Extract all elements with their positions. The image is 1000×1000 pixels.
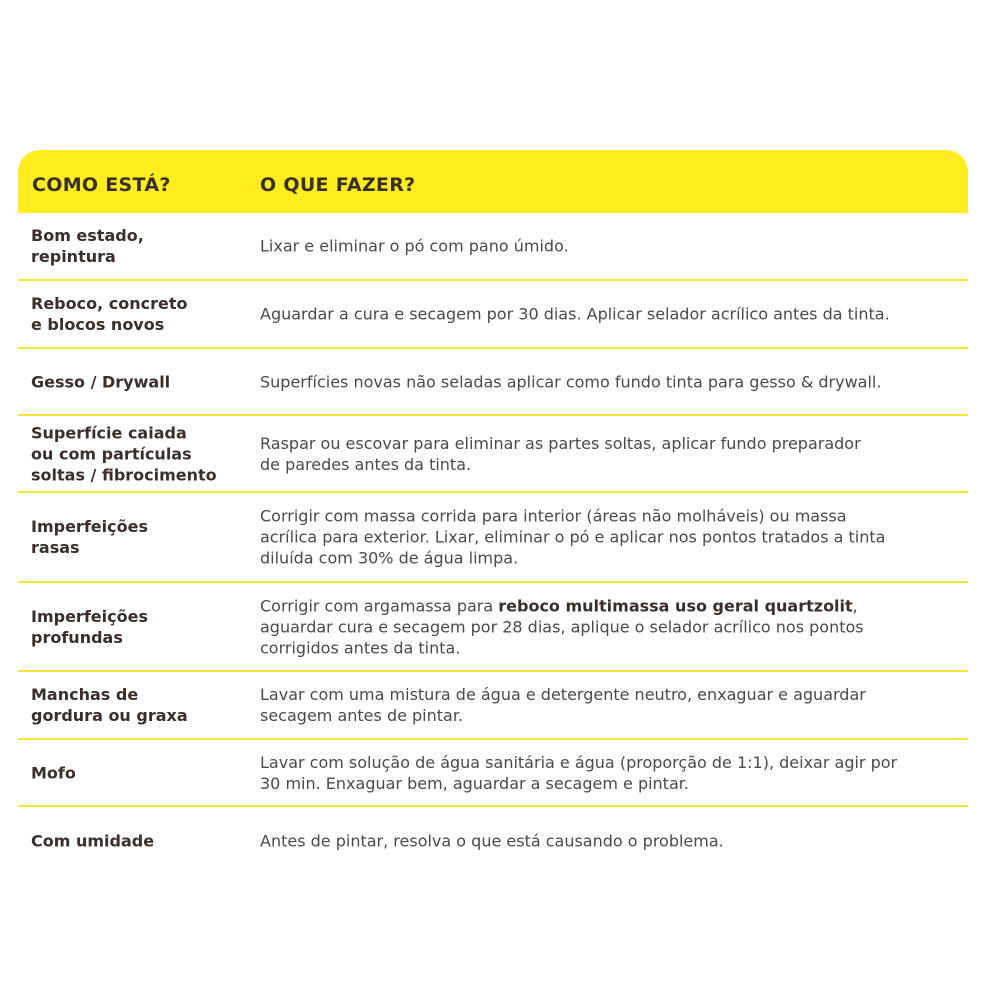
table-row xyxy=(18,349,968,416)
action-cell: Lixar e eliminar o pó com pano úmido. xyxy=(260,236,569,256)
table-row xyxy=(18,583,968,672)
condition-cell: Superfície caiada ou com partículas soltas / fibrocimento xyxy=(31,423,217,484)
table-row xyxy=(18,281,968,349)
table-row xyxy=(18,807,968,875)
action-cell: Raspar ou escovar para eliminar as partes soltas, aplicar fundo preparador de paredes antes da tinta. xyxy=(260,433,861,474)
table-row xyxy=(18,416,968,493)
table-row xyxy=(18,213,968,281)
surface-prep-table xyxy=(18,150,968,875)
table-row xyxy=(18,740,968,807)
header-o-que-fazer: O QUE FAZER? xyxy=(260,174,416,196)
action-cell: Aguardar a cura e secagem por 30 dias. Aplicar selador acrílico antes da tinta. xyxy=(260,304,890,324)
condition-cell: Com umidade xyxy=(31,831,155,851)
table-header xyxy=(18,150,968,213)
action-cell: Antes de pintar, resolva o que está causando o problema. xyxy=(260,831,724,851)
product-name: reboco multimassa uso geral quartzolit xyxy=(498,596,853,615)
table-row xyxy=(18,493,968,583)
condition-cell: Bom estado, repintura xyxy=(31,226,144,266)
action-cell: Corrigir com argamassa para reboco multimassa uso geral quartzolit, aguardar cura e secagem por 28 dias, aplique o selador acrílico nos pontos corrigidos antes da tinta. xyxy=(260,596,864,657)
action-cell: Corrigir com massa corrida para interior (áreas não molháveis) ou massa acrílica para exterior. Lixar, eliminar o pó e aplicar nos pontos tratados a tinta diluída com 30% de água limpa. xyxy=(260,506,886,568)
action-cell: Lavar com solução de água sanitária e água (proporção de 1:1), deixar agir por 30 min. Enxaguar bem, aguardar a secagem e pintar. xyxy=(260,752,898,793)
condition-cell: Reboco, concreto e blocos novos xyxy=(31,294,188,334)
condition-cell: Gesso / Drywall xyxy=(31,372,171,391)
header-como-esta: COMO ESTÁ? xyxy=(32,174,171,196)
action-cell: Lavar com uma mistura de água e detergente neutro, enxaguar e aguardar secagem antes de pintar. xyxy=(260,685,866,725)
action-cell: Superfícies novas não seladas aplicar como fundo tinta para gesso & drywall. xyxy=(260,372,882,391)
condition-cell: Imperfeições profundas xyxy=(31,606,148,647)
condition-cell: Imperfeições rasas xyxy=(31,517,148,557)
condition-cell: Manchas de gordura ou graxa xyxy=(31,685,188,725)
table-row xyxy=(18,672,968,740)
condition-cell: Mofo xyxy=(31,763,76,782)
